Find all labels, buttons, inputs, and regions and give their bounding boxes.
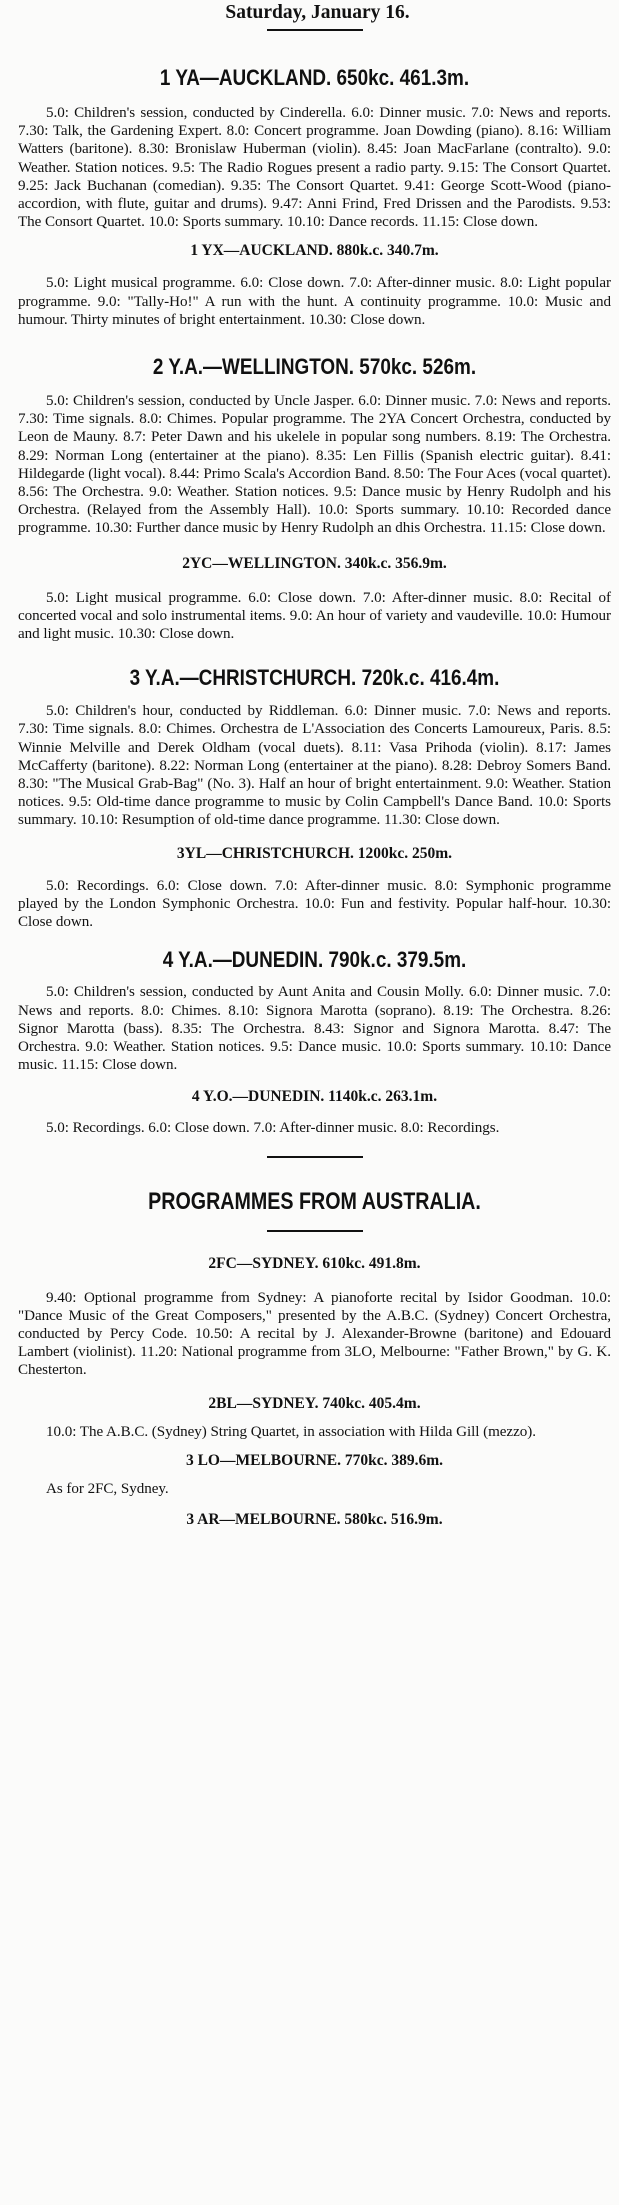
station-heading: 3 Y.A.—CHRISTCHURCH. 720k.c. 416.4m. bbox=[129, 665, 500, 691]
station-heading: 3YL—CHRISTCHURCH. 1200kc. 250m. bbox=[176, 844, 453, 862]
station-programme: 10.0: The A.B.C. (Sydney) String Quartet, in association with Hilda Gill (mezzo). bbox=[46, 1423, 536, 1440]
station-section-2ya bbox=[18, 354, 611, 538]
section-rule bbox=[267, 1230, 363, 1232]
station-programme: As for 2FC, Sydney. bbox=[46, 1480, 169, 1497]
station-programme: 5.0: Recordings. 6.0: Close down. 7.0: After-dinner music. 8.0: Recordings. bbox=[46, 1120, 500, 1137]
station-section-2yc bbox=[18, 554, 611, 644]
station-section-4ya bbox=[18, 947, 611, 1074]
station-programme: 5.0: Children's session, conducted by Aunt Anita and Cousin Molly. 6.0: Dinner music. 7.0: News and reports. 8.0: Chimes. 8.10: Signora Marotta (soprano). 8.19: The Orchestra. 8.26: Signor Marotta (bass). 8.35: The Orchestra. 8.43: Signor and Signora Marotta. 8.47: The Orchestra. 9.0: Weather. Station notices. 9.5: Dance music. 10.0: Sports summary. 10.10: Dance music. 11.15: Close down. bbox=[18, 984, 611, 1074]
date-heading: Saturday, January 16. bbox=[225, 2, 410, 23]
station-heading: 1 YA—AUCKLAND. 650kc. 461.3m. bbox=[159, 65, 470, 90]
station-heading: 1 YX—AUCKLAND. 880k.c. 340.7m. bbox=[190, 242, 439, 260]
station-heading: 2BL—SYDNEY. 740kc. 405.4m. bbox=[208, 1394, 421, 1412]
station-programme: 5.0: Light musical programme. 6.0: Close down. 7.0: After-dinner music. 8.0: Recital of concerted vocal and solo instrumental items. 9.0: An hour of variety and vaudeville. 10.0: Humour and light music. 10.30: Close down. bbox=[18, 589, 611, 643]
station-heading: 2YC—WELLINGTON. 340k.c. 356.9m. bbox=[182, 554, 447, 572]
station-programme: 9.40: Optional programme from Sydney: A pianoforte recital by Isidor Goodman. 10.0: "Dance Music of the Great Composers," presented by the A.B.C. (Sydney) Concert Orchestra, conducted by Percy Code. 10.50: A recital by J. Alexander-Browne (baritone) and Edouard Lambert (violinist). 11.20: National programme from 3LO, Melbourne: "Father Brown," by G. K. Chesterton. bbox=[18, 1289, 611, 1379]
station-heading: 3 AR—MELBOURNE. 580kc. 516.9m. bbox=[186, 1510, 443, 1528]
section-rule bbox=[267, 1156, 363, 1158]
station-section-3yl bbox=[18, 844, 611, 932]
station-section-4yo bbox=[18, 1087, 611, 1137]
station-programme: 5.0: Light musical programme. 6.0: Close down. 7.0: After-dinner music. 8.0: Light popular programme. 9.0: "Tally-Ho!" A run with the hunt. A continuity programme. 10.0: Music and humour. Thirty minutes of bright entertainment. 10.30: Close down. bbox=[18, 275, 611, 328]
station-heading: 3 LO—MELBOURNE. 770kc. 389.6m. bbox=[185, 1451, 444, 1469]
station-section-3lo bbox=[18, 1451, 611, 1498]
station-section-1ya bbox=[18, 65, 611, 231]
station-section-3ya bbox=[18, 665, 611, 829]
station-programme: 5.0: Children's session, conducted by Cinderella. 6.0: Dinner music. 7.0: News and reports. 7.30: Talk, the Gardening Expert. 8.0: Concert programme. Joan Dowding (piano). 8.16: William Watters (baritone). 8.30: Bronislaw Huberman (violin). 8.45: Joan MacFarlane (contralto). 9.0: Weather. Station notices. 9.5: The Radio Rogues present a radio party. 9.15: The Consort Quartet. 9.25: Jack Buchanan (comedian). 9.35: The Consort Quartet. 9.41: George Scott-Wood (piano-accordion, with flute, guitar and drums). 9.47: Anni Frind, Fred Drissen and the Parodists. 9.53: The Consort Quartet. 10.0: Sports summary. 10.10: Dance records. 11.15: Close down. bbox=[18, 105, 611, 231]
heading-rule bbox=[267, 29, 363, 31]
station-section-3ar bbox=[18, 1510, 611, 1529]
station-heading: 2 Y.A.—WELLINGTON. 570kc. 526m. bbox=[152, 354, 477, 380]
station-heading: 2FC—SYDNEY. 610kc. 491.8m. bbox=[208, 1254, 421, 1272]
australia-heading: PROGRAMMES FROM AUSTRALIA. bbox=[148, 1187, 481, 1215]
station-heading: 4 Y.A.—DUNEDIN. 790k.c. 379.5m. bbox=[162, 947, 467, 973]
station-programme: 5.0: Children's session, conducted by Uncle Jasper. 6.0: Dinner music. 7.0: News and reports. 7.30: Time signals. 8.0: Chimes. Popular programme. The 2YA Concert Orchestra, conducted by Leon de Mauny. 8.7: Peter Dawn and his ukelele in popular song numbers. 8.19: The Orchestra. 8.29: Norman Long (entertainer at the piano). 8.35: Len Fillis (Spanish electric guitar). 8.41: Hildegarde (light vocal). 8.44: Primo Scala's Accordion Band. 8.50: The Four Aces (vocal quartet). 8.56: The Orchestra. 9.0: Weather. Station notices. 9.5: Dance music by Henry Rudolph and his Orchestra. (Relayed from the Assembly Hall). 10.0: Sports summary. 10.10: Recorded dance programme. 10.30: Further dance music by Henry Rudolph an dhis Orchestra. 11.15: Close down. bbox=[18, 393, 611, 537]
station-heading: 4 Y.O.—DUNEDIN. 1140k.c. 263.1m. bbox=[191, 1088, 438, 1106]
station-programme: 5.0: Children's hour, conducted by Riddleman. 6.0: Dinner music. 7.0: News and reports. 7.30: Time signals. 8.0: Chimes. Orchestra de L'Association des Concerts Lamoureux, Paris. 8.5: Winnie Melville and Derek Oldham (vocal duets). 8.11: Vasa Prihoda (violin). 8.17: James McCafferty (baritone). 8.22: Norman Long (entertainer at the piano). 8.28: Debroy Somers Band. 8.30: "The Musical Grab-Bag" (No. 3). Half an hour of bright entertainment. 9.0: Weather. Station notices. 9.5: Old-time dance programme to music by Colin Campbell's Dance Band. 10.0: Sports summary. 10.10: Resumption of old-time dance programme. 11.30: Close down. bbox=[18, 703, 611, 829]
station-programme: 5.0: Recordings. 6.0: Close down. 7.0: After-dinner music. 8.0: Symphonic programme played by the London Symphonic Orchestra. 10.0: Fun and festivity. Popular half-hour. 10.30: Close down. bbox=[18, 877, 611, 931]
station-section-2fc bbox=[18, 1254, 611, 1380]
station-section-2bl bbox=[18, 1394, 611, 1441]
station-section-1yx bbox=[18, 241, 611, 329]
